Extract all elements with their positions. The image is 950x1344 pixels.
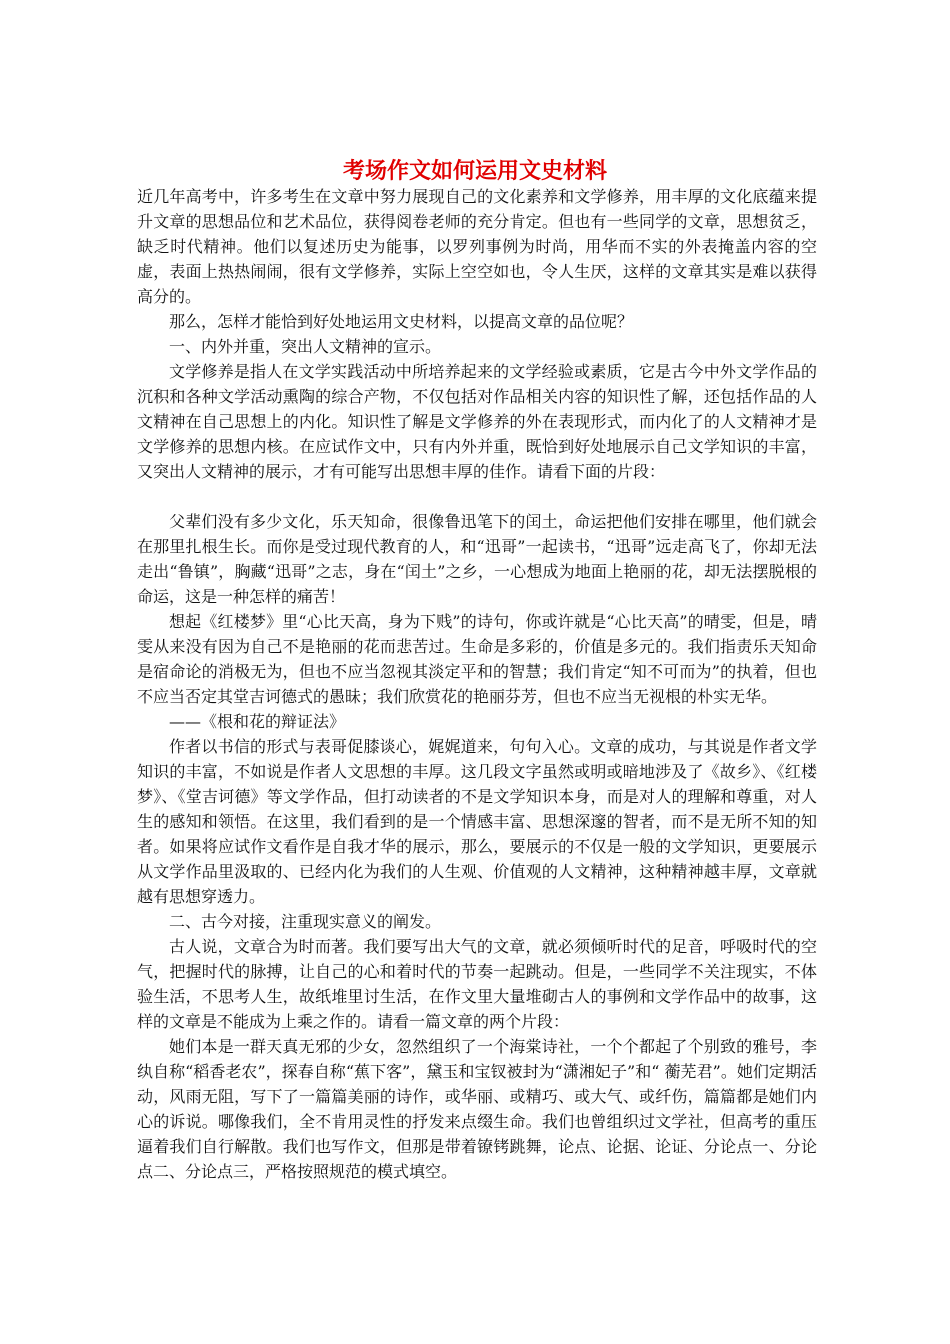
document-title: 考场作文如何运用文史材料 xyxy=(342,158,607,184)
section-heading-1: 一、内外并重，突出人文精神的宣示。 xyxy=(169,337,442,356)
excerpt-paragraph-2: 想起《红楼梦》里“心比天高，身为下贱”的诗句，你或许就是“心比天高”的晴雯，但是，晴雯从来没有因为自己不是艳丽的花而悲苦过。生命是多彩的，价值是多元的。我们指责乐天知命是宿命论的消极无为，但也不应当忽视其淡定平和的智慧；我们肯定“知不可而为”的执着，但也不应当否定其堂吉诃德式的愚昧；我们欣赏花的艳丽芬芳，但也不应当无视根的朴实无华。 xyxy=(137,612,817,706)
paragraph-question: 那么，怎样才能恰到好处地运用文史材料，以提高文章的品位呢？ xyxy=(169,312,634,331)
paragraph-intro: 近几年高考中，许多考生在文章中努力展现自己的文化素养和文学修养，用丰厚的文化底蕴来提升文章的思想品位和艺术品位，获得阅卷老师的充分肯定。但也有一些同学的文章，思想贫乏，缺乏时代精神。他们以复述历史为能事，以罗列事例为时尚，用华而不实的外表掩盖内容的空虚，表面上热热闹闹，很有文学修养，实际上空空如也，令人生厌，这样的文章其实是难以获得高分的。 xyxy=(137,187,817,306)
excerpt-paragraph-3: 她们本是一群天真无邪的少女，忽然组织了一个海棠诗社，一个个都起了个别致的雅号，李纨自称“稻香老农”，探春自称“蕉下客”，黛玉和宝钗被封为“潇湘妃子”和“ 蘅芜君”。她们定期活动，风雨无阻，写下了一篇篇美丽的诗作，或华丽、或精巧、或大气、或纤伤，篇篇都是她们内心的诉说。哪像我们，全不肯用灵性的抒发来点缀生命。我们也曾组织过文学社，但高考的重压逼着我们自行解散。我们也写作文，但那是带着镣铐跳舞，论点、论据、论证、分论点一、分论点二、分论点三，严格按照规范的模式填空。 xyxy=(137,1037,817,1181)
paragraph-analysis: 作者以书信的形式与表哥促膝谈心，娓娓道来，句句入心。文章的成功，与其说是作者文学知识的丰富，不如说是作者人文思想的丰厚。这几段文字虽然或明或暗地涉及了《故乡》、《红楼梦》、《堂吉诃德》等文学作品，但打动读者的不是文学知识本身，而是对人的理解和尊重，对人生的感知和领悟。在这里，我们看到的是一个情感丰富、思想深邃的智者，而不是无所不知的知者。如果将应试作文看作是自我才华的展示，那么，要展示的不仅是一般的文学知识，更要展示从文学作品里汲取的、已经内化为我们的人生观、价值观的人文精神，这种精神越丰厚，文章就越有思想穿透力。 xyxy=(137,737,817,906)
paragraph-literary-cultivation: 文学修养是指人在文学实践活动中所培养起来的文学经验或素质，它是古今中外文学作品的沉积和各种文学活动熏陶的综合产物，不仅包括对作品相关内容的知识性了解，还包括作品的人文精神在自己思想上的内化。知识性了解是文学修养的外在表现形式，而内化了的人文精神才是文学修养的思想内核。在应试作文中，只有内外并重，既恰到好处地展示自己文学知识的丰富，又突出人文精神的展示，才有可能写出思想丰厚的佳作。请看下面的片段： xyxy=(137,362,817,481)
paragraph-spacer xyxy=(137,484,817,509)
section-heading-2: 二、古今对接，注重现实意义的阐发。 xyxy=(169,912,442,931)
excerpt-paragraph-1: 父辈们没有多少文化，乐天知命，很像鲁迅笔下的闰土，命运把他们安排在哪里，他们就会在那里扎根生长。而你是受过现代教育的人，和“迅哥”一起读书，“迅哥”远走高飞了，你却无法走出“鲁镇”，胸藏“迅哥”之志，身在“闰土”之乡，一心想成为地面上艳丽的花，却无法摆脱根的命运，这是一种怎样的痛苦！ xyxy=(137,512,817,606)
document-body xyxy=(137,184,817,1184)
paragraph-times: 古人说，文章合为时而著。我们要写出大气的文章，就必须倾听时代的足音，呼吸时代的空气，把握时代的脉搏，让自己的心和着时代的节奏一起跳动。但是，一些同学不关注现实，不体验生活，不思考人生，故纸堆里讨生活，在作文里大量堆砌古人的事例和文学作品中的故事，这样的文章是不能成为上乘之作的。请看一篇文章的两个片段： xyxy=(137,937,817,1031)
excerpt-source: ——《根和花的辩证法》 xyxy=(169,712,346,731)
